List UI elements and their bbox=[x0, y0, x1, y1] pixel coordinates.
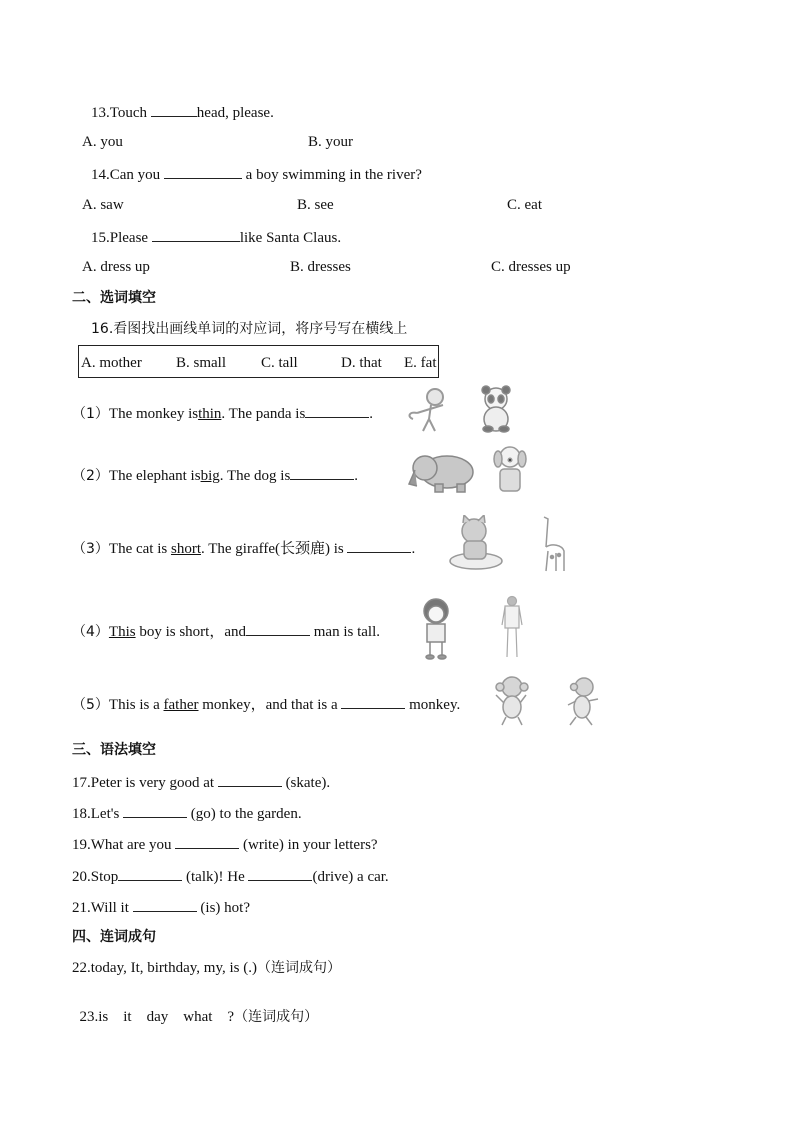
question-number: 13. bbox=[91, 105, 110, 121]
option-c[interactable]: C. dresses up bbox=[491, 259, 571, 275]
option-b[interactable]: B. your bbox=[308, 134, 353, 150]
question-text: 23.is it day what ? bbox=[79, 1009, 235, 1025]
answer-blank[interactable] bbox=[133, 897, 197, 912]
question-text: 20.Stop bbox=[72, 869, 119, 885]
item-label: （5） bbox=[72, 697, 109, 713]
question-text: (go) to the garden. bbox=[187, 806, 302, 822]
question-text: (skate). bbox=[281, 775, 331, 791]
item-text: . bbox=[354, 468, 359, 484]
man-picture bbox=[500, 595, 524, 661]
underlined-word: thin bbox=[198, 406, 222, 422]
answer-blank[interactable] bbox=[151, 102, 197, 117]
question-number: 15. bbox=[91, 230, 110, 246]
item-text: . bbox=[411, 541, 416, 557]
fill-item-3 bbox=[72, 538, 415, 558]
question-text: 22.today, It, birthday, my, is (.) bbox=[72, 960, 257, 976]
question-13 bbox=[91, 102, 274, 122]
boy-picture bbox=[418, 598, 454, 660]
option-c[interactable]: C. eat bbox=[507, 197, 542, 213]
question-text: a boy swimming in the river? bbox=[241, 167, 422, 183]
question-text: (is) hot? bbox=[196, 900, 250, 916]
section-heading: 三、语法填空 bbox=[72, 742, 156, 758]
fill-item-5 bbox=[72, 694, 460, 714]
item-label: （2） bbox=[72, 468, 109, 484]
item-text: monkey，and that is a bbox=[198, 697, 342, 713]
question-text: 21.Will it bbox=[72, 900, 133, 916]
question-15 bbox=[91, 227, 341, 247]
giraffe-picture bbox=[534, 513, 570, 575]
mother-monkey-picture bbox=[562, 675, 602, 727]
option-a[interactable]: A. you bbox=[82, 134, 123, 150]
question-22 bbox=[72, 959, 341, 977]
word-option-a: A. mother bbox=[81, 355, 142, 371]
question-text: 18.Let's bbox=[72, 806, 124, 822]
item-text: . The dog is bbox=[219, 468, 291, 484]
question-text: 19.What are you bbox=[72, 837, 176, 853]
item-label: （1） bbox=[72, 406, 109, 422]
answer-blank[interactable] bbox=[290, 465, 354, 480]
fill-item-4 bbox=[72, 621, 380, 641]
question-text: Can you bbox=[109, 167, 164, 183]
option-b[interactable]: B. see bbox=[297, 197, 334, 213]
answer-blank[interactable] bbox=[246, 621, 310, 636]
underlined-word: big bbox=[200, 468, 220, 484]
question-17 bbox=[72, 772, 330, 792]
answer-blank[interactable] bbox=[164, 164, 242, 179]
cat-picture bbox=[448, 515, 504, 571]
fill-item-1 bbox=[72, 403, 373, 423]
word-bank bbox=[78, 345, 439, 378]
item-text: The elephant is bbox=[108, 468, 201, 484]
word-option-b: B. small bbox=[176, 355, 227, 371]
word-option-d: D. that bbox=[341, 355, 382, 371]
item-text: monkey. bbox=[405, 697, 461, 713]
item-text: The cat is bbox=[108, 541, 171, 557]
question-text: (write) in your letters? bbox=[239, 837, 378, 853]
question-hint: （连词成句） bbox=[256, 960, 341, 976]
answer-blank[interactable] bbox=[305, 403, 369, 418]
answer-blank[interactable] bbox=[123, 803, 187, 818]
answer-blank[interactable] bbox=[118, 866, 182, 881]
question-text: 17.Peter is very good at bbox=[72, 775, 218, 791]
answer-blank[interactable] bbox=[175, 834, 239, 849]
elephant-picture bbox=[405, 450, 477, 494]
underlined-word: father bbox=[163, 697, 199, 713]
item-label: （3） bbox=[72, 541, 109, 557]
answer-blank[interactable] bbox=[347, 538, 411, 553]
item-text: This is a bbox=[108, 697, 164, 713]
section-heading: 四、连词成句 bbox=[72, 929, 156, 945]
answer-blank[interactable] bbox=[218, 772, 282, 787]
underlined-word: short bbox=[170, 541, 201, 557]
item-label: （4） bbox=[72, 624, 109, 640]
question-number: 14. bbox=[91, 167, 110, 183]
answer-blank[interactable] bbox=[152, 227, 240, 242]
question-text: (talk)! He bbox=[182, 869, 249, 885]
instruction bbox=[91, 320, 407, 338]
question-18 bbox=[72, 803, 302, 823]
question-23 bbox=[72, 990, 318, 1026]
section-heading: 二、选词填空 bbox=[72, 290, 156, 306]
option-a[interactable]: A. saw bbox=[82, 197, 124, 213]
monkey-thin-picture bbox=[405, 385, 455, 435]
underlined-word: This bbox=[108, 624, 136, 640]
question-20 bbox=[72, 866, 389, 886]
question-text: (drive) a car. bbox=[312, 869, 389, 885]
question-text: Touch bbox=[109, 105, 151, 121]
instruction-text: 16.看图找出画线单词的对应词，将序号写在横线上 bbox=[91, 321, 408, 337]
item-text: The monkey is bbox=[108, 406, 199, 422]
question-text: head, please. bbox=[196, 105, 274, 121]
option-b[interactable]: B. dresses bbox=[290, 259, 351, 275]
item-text: boy is short，and bbox=[135, 624, 247, 640]
item-text: . bbox=[369, 406, 374, 422]
option-a[interactable]: A. dress up bbox=[82, 259, 150, 275]
panda-picture bbox=[478, 385, 514, 433]
item-text: man is tall. bbox=[310, 624, 381, 640]
question-14 bbox=[91, 164, 422, 184]
item-text: . The panda is bbox=[221, 406, 306, 422]
fill-item-2 bbox=[72, 465, 358, 485]
father-monkey-picture bbox=[492, 675, 532, 727]
item-text: . The giraffe(长颈鹿) is bbox=[200, 541, 348, 557]
question-hint: （连词成句） bbox=[234, 1009, 319, 1025]
question-19 bbox=[72, 834, 378, 854]
dog-picture bbox=[492, 445, 528, 495]
answer-blank[interactable] bbox=[341, 694, 405, 709]
question-21 bbox=[72, 897, 250, 917]
question-text: like Santa Claus. bbox=[239, 230, 342, 246]
word-option-c: C. tall bbox=[261, 355, 298, 371]
word-option-e: E. fat bbox=[404, 355, 437, 371]
question-text: Please bbox=[109, 230, 152, 246]
answer-blank[interactable] bbox=[248, 866, 312, 881]
